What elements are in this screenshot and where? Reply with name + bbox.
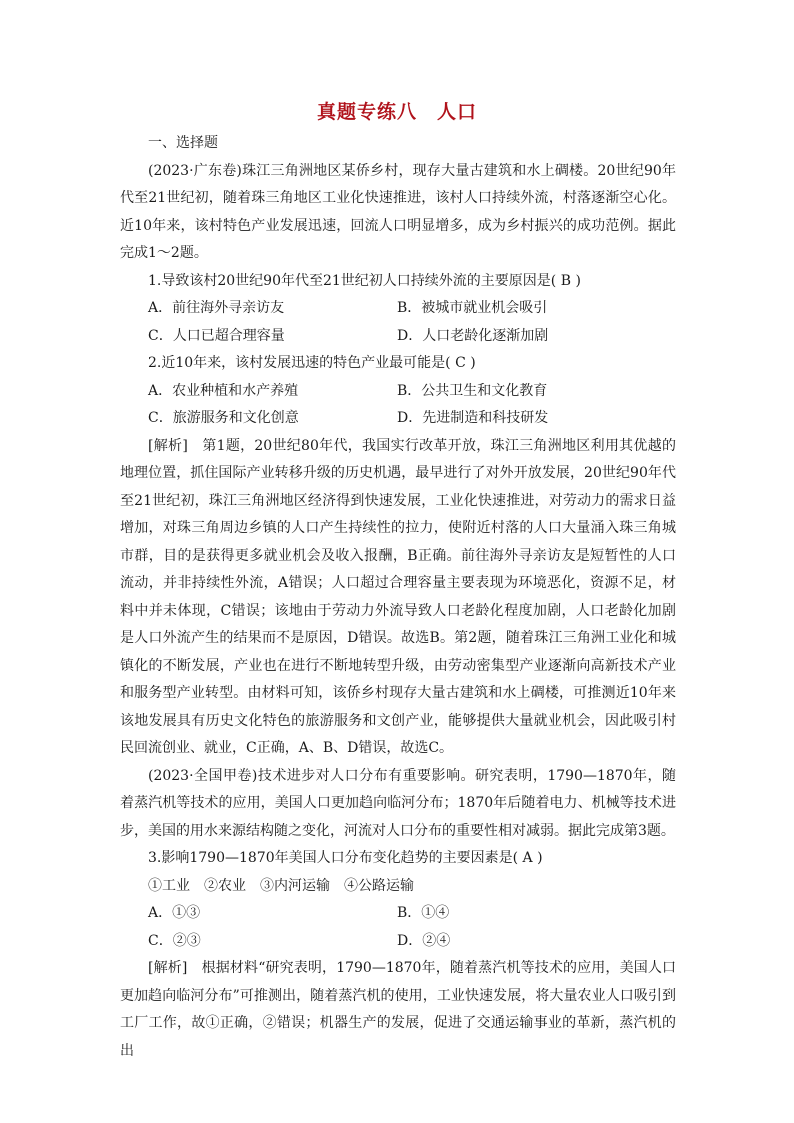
option-a: A．前往海外寻亲访友 (148, 300, 285, 316)
question-3-options (120, 900, 676, 928)
option-b: B．①④ (397, 905, 450, 921)
question-3-items: ①工业 ②农业 ③内河运输 ④公路运输 (148, 877, 414, 894)
question-1-options (120, 323, 676, 351)
question-1-options (120, 295, 676, 323)
question-stem-2: (2023·全国甲卷)技术进步对人口分布有重要影响。研究表明，1790—1870年，随着蒸汽机等技术的应用，美国人口更加趋向临河分布；1870年后随着电力、机械等技术进步，美国的用水来源结构随之变化，河流对人口分布的重要性相对减弱。据此完成第3题。 (120, 767, 676, 839)
page-title: 真题专练八 人口 (316, 101, 477, 123)
option-c: C．旅游服务和文化创意 (148, 410, 299, 426)
option-b: B．被城市就业机会吸引 (397, 300, 548, 316)
question-1: 1.导致该村20世纪90年代至21世纪初人口持续外流的主要原因是( B ) (148, 272, 581, 289)
section-heading: 一、选择题 (148, 135, 218, 151)
analysis-2: [解析] 根据材料“研究表明，1790—1870年，随着蒸汽机等技术的应用，美国人口更加趋向临河分布”可推测出，随着蒸汽机的使用，工业快速发展，将大量农业人口吸引到工厂工作，故①正确，②错误；机器生产的发展，促进了交通运输事业的革新，蒸汽机的出 (120, 960, 676, 1059)
option-c: C．②③ (148, 932, 201, 949)
question-stem-1: (2023·广东卷)珠江三角洲地区某侨乡村，现存大量古建筑和水上碉楼。20世纪90年代至21世纪初，随着珠三角地区工业化快速推进，该村人口持续外流，村落逐渐空心化。近10年来，该村特色产业发展迅速，回流人口明显增多，成为乡村振兴的成功范例。据此完成1～2题。 (120, 162, 676, 261)
question-2: 2.近10年来，该村发展迅速的特色产业最可能是( C ) (148, 355, 476, 371)
option-a: A．农业种植和水产养殖 (148, 382, 299, 399)
option-a: A．①③ (148, 905, 201, 921)
option-d: D．先进制造和科技研发 (397, 410, 549, 426)
question-2-options (120, 405, 676, 433)
question-2-options (120, 378, 676, 406)
option-b: B．公共卫生和文化教育 (397, 382, 548, 399)
option-c: C．人口已超合理容量 (148, 327, 285, 344)
question-3-options (120, 928, 676, 956)
document-body (120, 130, 676, 1065)
option-d: D．②④ (397, 932, 451, 949)
question-3: 3.影响1790—1870年美国人口分布变化趋势的主要因素是( A ) (148, 850, 543, 866)
analysis-1: [解析] 第1题，20世纪80年代，我国实行改革开放，珠江三角洲地区利用其优越的地理位置，抓住国际产业转移升级的历史机遇，最早进行了对外开放发展，20世纪90年代至21世纪初，珠江三角洲地区经济得到快速发展，工业化快速推进，对劳动力的需求日益增加，对珠三角周边乡镇的人口产生持续性的拉力，使附近村落的人口大量涌入珠三角城市群，目的是获得更多就业机会及收入报酬，B正确。前往海外寻亲访友是短暂性的人口流动，并非持续性外流，A错误；人口超过合理容量主要表现为环境恶化，资源不足，材料中并未体现，C错误；该地由于劳动力外流导致人口老龄化程度加剧，人口老龄化加剧是人口外流产生的结果而不是原因，D错误。故选B。第2题，随着珠江三角洲工业化和城镇化的不断发展，产业也在进行不断地转型升级，由劳动密集型产业逐渐向高新技术产业和服务型产业转型。由材料可知，该侨乡村现存大量古建筑和水上碉楼，可推测近10年来该地发展具有历史文化特色的旅游服务和文创产业，能够提供大量就业机会，因此吸引村民回流创业、就业，C正确，A、B、D错误，故选C。 (120, 437, 676, 756)
option-d: D．人口老龄化逐渐加剧 (397, 327, 549, 344)
